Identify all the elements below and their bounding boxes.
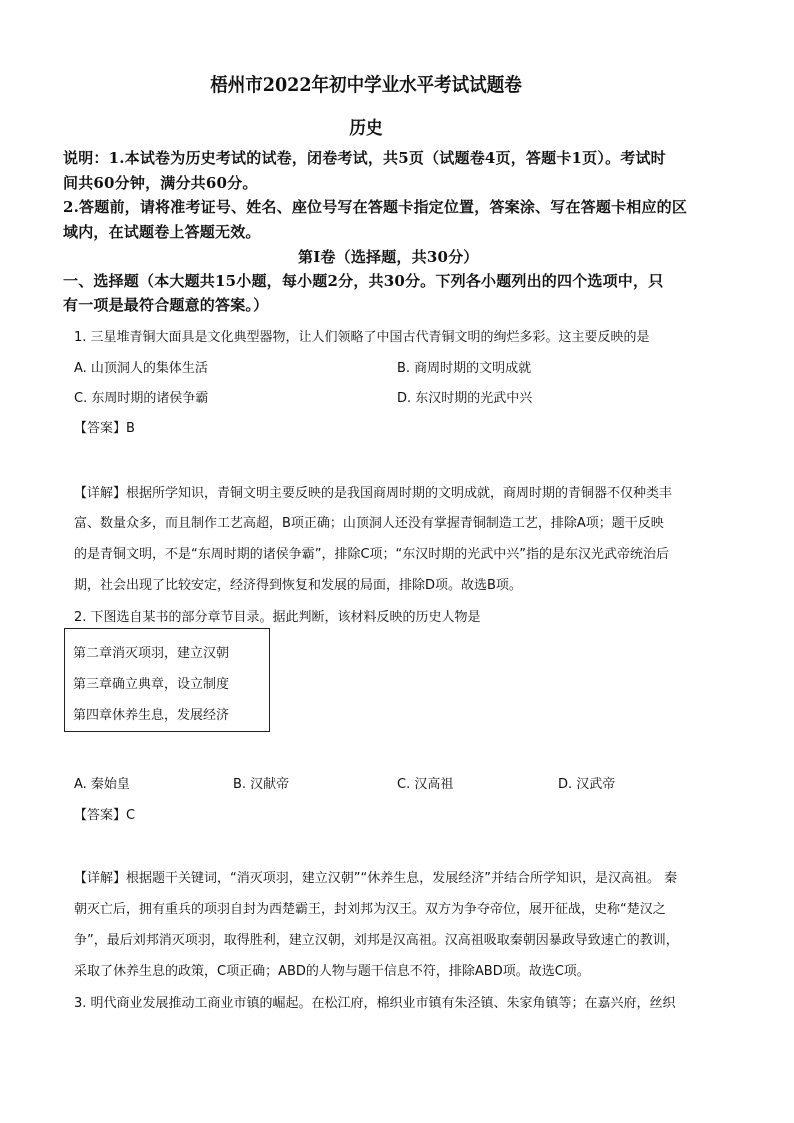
instructions-line-3: 2.答题前，请将准考证号、姓名、座位号写在答题卡指定位置，答案涂、写在答题卡相应的区	[63, 198, 688, 216]
section-line-1: 一、选择题（本大题共15小题，每小题2分，共30分。下列各小题列出的四个选项中，只	[63, 272, 664, 290]
question-1-explanation-line-4: 期，社会出现了比较安定，经济得到恢复和发展的局面，排除D项。故选B项。	[74, 578, 522, 593]
question-2-option-a: A. 秦始皇	[74, 777, 130, 792]
question-1-option-b: B. 商周时期的文明成就	[397, 361, 532, 376]
exam-title: 梧州市2022年初中学业水平考试试题卷	[210, 74, 522, 96]
question-1-option-c: C. 东周时期的诸侯争霸	[74, 391, 209, 406]
question-1-answer: 【答案】B	[74, 421, 135, 436]
question-1-explanation-line-2: 富、数量众多，而且制作工艺高超，B项正确；山顶洞人还没有掌握青铜制造工艺，排除A项；题干反映	[74, 516, 664, 531]
question-2-explanation-line-3: 争”，最后刘邦消灭项羽，取得胜利，建立汉朝，刘邦是汉高祖。汉高祖吸取秦朝因暴政导致速亡的教训，	[74, 933, 679, 948]
chapter-line-2: 第三章确立典章，设立制度	[73, 677, 230, 692]
section-line-2: 有一项是最符合题意的答案。）	[63, 296, 269, 314]
question-1-stem: 1. 三星堆青铜大面具是文化典型器物，让人们领略了中国古代青铜文明的绚烂多彩。这主要反映的是	[74, 330, 650, 345]
question-1-explanation-line-1: 【详解】根据所学知识，青铜文明主要反映的是我国商周时期的文明成就，商周时期的青铜器不仅种类丰	[74, 486, 673, 501]
question-1-explanation-line-3: 的是青铜文明，不是“东周时期的诸侯争霸”，排除C项；“东汉时期的光武中兴”指的是东汉光武帝统治后	[74, 547, 670, 562]
chapter-line-3: 第四章休养生息，发展经济	[73, 708, 230, 723]
question-2-option-d: D. 汉武帝	[558, 777, 616, 792]
chapter-line-1: 第二章消灭项羽，建立汉朝	[73, 646, 230, 661]
question-1-option-a: A. 山顶洞人的集体生活	[74, 361, 208, 376]
instructions-line-4: 域内，在试题卷上答题无效。	[63, 223, 261, 241]
question-3-stem: 3. 明代商业发展推动工商业市镇的崛起。在松江府，棉织业市镇有朱泾镇、朱家角镇等；在嘉兴府，丝织	[74, 996, 676, 1011]
question-2-answer: 【答案】C	[74, 808, 136, 823]
part-title: 第Ⅰ卷（选择题，共30分）	[298, 248, 479, 266]
question-1-option-d: D. 东汉时期的光武中兴	[397, 391, 533, 406]
instructions-line-1: 说明：1.本试卷为历史考试的试卷，闭卷考试，共5页（试题卷4页，答题卡1页）。考试时	[63, 149, 666, 167]
chapter-list-box	[64, 628, 270, 732]
question-2-stem: 2. 下图选自某书的部分章节目录。据此判断，该材料反映的历史人物是	[74, 610, 481, 625]
question-2-explanation-line-1: 【详解】根据题干关键词，“消灭项羽，建立汉朝”“休养生息，发展经济”并结合所学知识，是汉高祖。 秦	[74, 871, 678, 886]
exam-subject: 历史	[349, 118, 383, 139]
question-2-explanation-line-2: 朝灭亡后，拥有重兵的项羽自封为西楚霸王，封刘邦为汉王。双方为争夺帝位，展开征战，史称“楚汉之	[74, 902, 666, 917]
question-2-option-b: B. 汉献帝	[233, 777, 290, 792]
instructions-line-2: 间共60分钟，满分共60分。	[63, 174, 258, 192]
question-2-option-c: C. 汉高祖	[397, 777, 454, 792]
question-2-explanation-line-4: 采取了休养生息的政策，C项正确；ABD的人物与题干信息不符，排除ABD项。故选C项。	[74, 964, 590, 979]
